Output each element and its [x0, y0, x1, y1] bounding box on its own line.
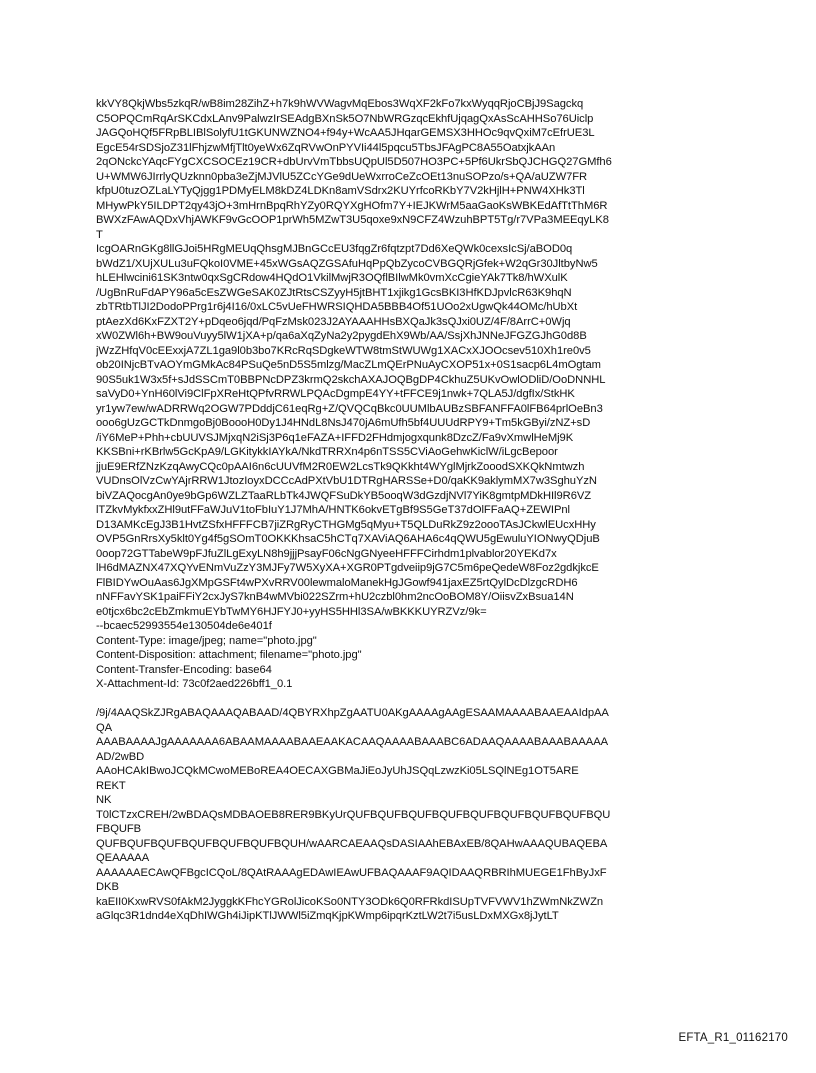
encoded-text-line: saVyD0+YnH60lVi9ClFpXReHtQPfvRRWLPQAcDgmpE4YY+tFFCE9j1nwk+7QLA5J/dgfIx/StkHK	[96, 388, 575, 400]
encoded-text-line: --bcaec52993554e130504de6e401f	[96, 620, 272, 632]
encoded-text-line: ob20INjcBTvAOYmGMkAc84PSuQe5nD5S5mlzg/MacZLmQErPNuAyCXOP51x+0S1sacp6L4mOgtam	[96, 359, 601, 371]
encoded-block-1	[96, 97, 736, 634]
encoded-text-line: OVP5GnRrsXy5klt0Yg4f5gSOmT0OKKKhsaC5hCTq7XAViAQ6AHA6c4qQWU5gEwuluYIONwyQDjuB	[96, 533, 600, 545]
encoded-text-line: REKT	[96, 779, 126, 792]
mime-headers	[96, 634, 736, 692]
encoded-text-line: QEAAAAA	[96, 852, 150, 864]
encoded-text-line: /iY6MeP+Phh+cbUUVSJMjxqN2iSj3P6q1eFAZA+IFFD2FHdmjogxqunk8DzcZ/Fa9vXmwlHeMj9K	[96, 431, 574, 444]
encoded-text-line: jWzZHfqV0cEExxjA7ZL1ga9l0b3bo7KRcRqSDgkeWTW8tmStWUWg1XACxXJOOcsev510Xh1re0v5	[96, 344, 591, 357]
encoded-text-line: DKB	[96, 881, 119, 893]
encoded-text-line: /UgBnRuFdAPY96a5cEsZWGeSAK0ZJtRtsCSZyyH5jtBHT1xjikg1GcsBKI3HfKDJpvlcR63K9hqN	[96, 286, 572, 299]
mime-header-line: Content-Disposition: attachment; filename="photo.jpg"	[96, 649, 362, 661]
document-body	[96, 97, 736, 924]
mime-header-line: X-Attachment-Id: 73c0f2aed226bff1_0.1	[96, 678, 293, 690]
encoded-text-line: bWdZ1/XUjXULu3uFQkoI0VME+45xWGsAQZGSAfuHqPpQbZycoCVBGQRjGfek+W2qGr30JltbyNw5	[96, 257, 598, 270]
encoded-text-line: T0lCTzxCREH/2wBDAQsMDBAOEB8RER9BKyUrQUFBQUFBQUFBQUFBQUFBQUFBQUFBQUFBQU	[96, 808, 611, 821]
encoded-text-line: C5OPQCmRqArSKCdxLAnv9PalwzIrSEAdgBXnSk5O7NbWRGzqcEkhfUjqagQxAsScAHHSo76Uiclp	[96, 112, 594, 125]
encoded-block-2	[96, 706, 736, 924]
document-id-footer: EFTA_R1_01162170	[678, 1032, 788, 1044]
encoded-text-line: EgcE54rSDSjoZ31lFhjzwMfjTlt0yeWx6ZqRVwOnPYVIi44l5pqcu5TbsJFAgPC8A55OatxjkAAn	[96, 141, 556, 154]
encoded-text-line: hLEHlwcini61SK3ntw0qxSgCRdow4HQdO1VkilMwjR3OQflBIlwMk0vmXcCgieYAk7Tk8/hWXulK	[96, 272, 568, 284]
encoded-text-line: D13AMKcEgJ3B1HvtZSfxHFFFCB7jiZRgRyCTHGMg5qMyu+T5QLDuRkZ9z2oooTAsJCkwlEUcxHHy	[96, 518, 596, 531]
encoded-text-line: U+WMW6JIrrlyQUzknn0pba3eZjMJVlU5ZCcYGe9dUeWxrroCeZcOEt13nuSOPzo/s+QA/aUZW7FR	[96, 170, 588, 183]
encoded-text-line: VUDnsOlVzCwYAjrRRW1JtozIoyxDCCcAdPXtVbU1DTRgHARSSe+D0/qaKK9aklymMX7w3SghuYzN	[96, 475, 597, 487]
encoded-text-line: AAoHCAkIBwoJCQkMCwoMEBoREA4OECAXGBMaJiEoJyUhJSQqLzwzKi05LSQlNEg1OT5ARE	[96, 765, 579, 777]
mime-header-line: Content-Transfer-Encoding: base64	[96, 663, 272, 676]
encoded-text-line: kaEII0KxwRVS0fAkM2JyggkKFhcYGRolJicoKSo0NTY3ODk6Q0RFRkdISUpTVFVWV1hZWmNkZWZn	[96, 895, 604, 908]
encoded-text-line: jjuE9ERfZNzKzqAwyCQc0pAAI6n6cUUVfM2R0EW2LcsTk9QKkht4WYglMjrkZooodSXKQkNmtwzh	[96, 460, 585, 473]
encoded-text-line: FlBIDYwOuAas6JgXMpGSFt4wPXvRRV00lewmaloManekHgJGowf941jaxEZ5rtQylDcDlzgcRDH6	[96, 576, 578, 589]
encoded-text-line: lTZkvMykfxxZHl9utFFaWJuV1toFbIuY1J7MhA/HNTK6okvETgBf9S5GeT37dOlFFaAQ+ZEWIPnl	[96, 504, 570, 516]
encoded-text-line: ptAezXd6KxFZXT2Y+pDqeo6jqd/PqFzMsk023J2AYAAAHHsBXQaJk3sQJxi0UZ/4F/8ArrC+0Wjq	[96, 315, 571, 328]
encoded-text-line: yr1yw7ew/wADRRWq2OGW7PDddjC61eqRg+Z/QVQCqBkc0UUMlbAUBzSBFANFFA0lFB64prlOeBn3	[96, 402, 603, 415]
encoded-text-line: BWXzFAwAQDxVhjAWKF9vGcOOP1prWh5MZwT3U5qoxe9xN9CFZ4WzuhBPT5Tg/r7VPa3MEEqyLK8	[96, 214, 609, 226]
encoded-text-line: QUFBQUFBQUFBQUFBQUFBQUFBQUH/wAARCAEAAQsDASIAAhEBAxEB/8QAHwAAAQUBAQEBA	[96, 837, 608, 850]
encoded-text-line: 0oop72GTTabeW9pFJfuZlLgExyLN8h9jjjPsayF06cNgGNyeeHFFFCirhdm1plvablor20YEKd7x	[96, 547, 557, 560]
encoded-text-line: zbTRtbTlJI2DodoPPrg1r6j4I16/0xLC5vUeFHWRSIQHDA5BBB4Of51UOo2xUgwQk44OMc/hUbXt	[96, 301, 578, 313]
encoded-text-line: ooo6gUzGCTkDnmgoBj0BoooH0Dy1J4HNdL8NsJ470jA6mUfh5bf4UUUdRPY9+Tm5kGByi/zNZ+sD	[96, 417, 591, 429]
encoded-text-line: kkVY8QkjWbs5zkqR/wB8im28ZihZ+h7k9hWVWagvMqEbos3WqXF2kFo7kxWyqqRjoCBjJ9Sagckq	[96, 98, 584, 110]
encoded-text-line: NK	[96, 794, 112, 806]
encoded-text-line: QA	[96, 721, 113, 734]
encoded-text-line: KKSBni+rKBrlw5GcKpA9/LGKitykkIAYkA/NkdTRRXn4p6nTSS5CViAoGehwKiclW/iLgcBepoor	[96, 446, 558, 458]
blank-line	[96, 692, 736, 707]
encoded-text-line: AAABAAAAJgAAAAAAA6ABAAMAAAABAAEAAKACAAQAAAABAAABC6ADAAQAAAABAAABAAAAA	[96, 736, 609, 748]
encoded-text-line: 2qONckcYAqcFYgCXCSOCEz19CR+dbUrvVmTbbsUQpUl5D507HO3PC+5Pf6UkrSbQJCHGQ27GMfh6	[96, 156, 612, 168]
encoded-text-line: aGlqc3R1dnd4eXqDhIWGh4iJipKTlJWWl5iZmqKjpKWmp6ipqrKztLW2t7i5usLDxMXGx8jJytLT	[96, 910, 559, 922]
mime-header-line: Content-Type: image/jpeg; name="photo.jpg"	[96, 634, 317, 647]
encoded-text-line: JAGQoHQf5FRpBLIBlSolyfU1tGKUNWZNO4+f94y+WcAA5JHqarGEMSX3HHOc9qvQxiM7cEfrUE3L	[96, 127, 595, 139]
encoded-text-line: MHywPkY5ILDPT2qy43jO+3mHrnBpqRhYZy0RQYXgHOfm7Y+IEJKWrM5aaGaoKsWBKEdAfTtThM6R	[96, 199, 608, 212]
encoded-text-line: T	[96, 228, 103, 241]
encoded-text-line: FBQUFB	[96, 823, 142, 835]
encoded-text-line: AAAAAAECAwQFBgcICQoL/8QAtRAAAgEDAwIEAwUFBAQAAAF9AQIDAAQRBRIhMUEGE1FhByJxF	[96, 866, 607, 879]
encoded-text-line: e0tjcx6bc2cEbZmkmuEYbTwMY6HJFYJ0+yyHS5HHl3SA/wBKKKUYRZVz/9k=	[96, 605, 487, 618]
encoded-text-line: biVZAQocgAn0ye9bGp6WZLZTaaRLbTk4JWQFSuDkYB5ooqW3dGzdjNVl7YiK8gmtpMDkHIl9R6VZ	[96, 489, 592, 502]
encoded-text-line: /9j/4AAQSkZJRgABAQAAAQABAAD/4QBYRXhpZgAATU0AKgAAAAgAAgESAAMAAAABAAEAAIdpAA	[96, 707, 609, 719]
encoded-text-line: kfpU0tuzOZLaLYTyQjgg1PDMyELM8kDZ4LDKn8amVSdrx2KUYrfcoRKbY7V2kHjlH+PNW4XHk3Tl	[96, 185, 585, 197]
encoded-text-line: nNFFavYSK1paiFFiY2cxJyS7knB4wMVbi022SZrm+hU2czbl0hm2ncOoBOM8Y/OiisvZxBsua14N	[96, 591, 574, 603]
encoded-text-line: xW0ZWl6h+BW9ouVuyy5lW1jXA+p/qa6aXqZyNa2y2pygdEhX9Wb/AA/SsjXhJNNeJFGZGJhG0d8B	[96, 330, 587, 342]
encoded-text-line: lH6dMAZNX47XQYvENmVuZzY3MJFy7W5XyXA+XGR0PTgdveiip9jG7C5m6peQedeW8Foz2gdkjkcE	[96, 562, 599, 574]
encoded-text-line: AD/2wBD	[96, 750, 145, 763]
encoded-text-line: IcgOARnGKg8llGJoi5HRgMEUqQhsgMJBnGCcEU3fqgZr6fqtzpt7Dd6XeQWk0cexsIcSj/aBOD0q	[96, 243, 573, 255]
encoded-text-line: 90S5uk1W3x5f+sJdSSCmT0BBPNcDPZ3krmQ2skchAXAJOQBgDP4CkhuZ5UKvOwlODliD/OoDNNHL	[96, 373, 606, 386]
